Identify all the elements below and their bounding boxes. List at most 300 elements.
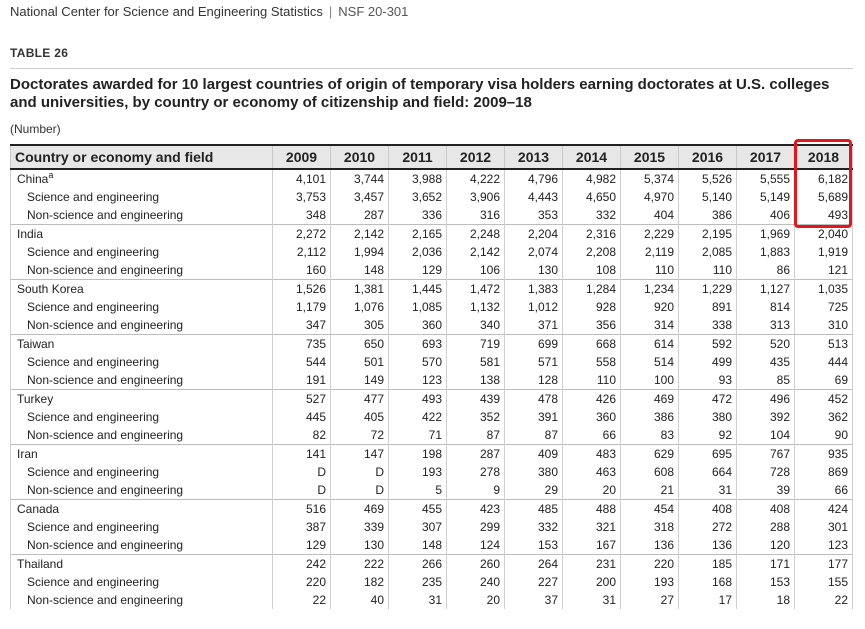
row-label-text: China [17, 172, 49, 186]
table-cell: 2,316 [563, 225, 621, 244]
table-cell: 3,652 [389, 188, 447, 206]
row-label [11, 390, 273, 409]
table-cell: 435 [737, 353, 795, 371]
table-cell: 5,526 [679, 169, 737, 188]
table-cell: 83 [621, 426, 679, 445]
table-cell: 1,179 [273, 298, 331, 316]
table-cell: 123 [795, 536, 853, 555]
table-cell: 2,208 [563, 243, 621, 261]
table-cell: 3,906 [447, 188, 505, 206]
table-cell: 340 [447, 316, 505, 335]
table-cell: 106 [447, 261, 505, 280]
table-cell: 9 [447, 481, 505, 500]
table-cell: 100 [621, 371, 679, 390]
table-cell: 2,119 [621, 243, 679, 261]
table-cell: 891 [679, 298, 737, 316]
table-cell: 301 [795, 518, 853, 536]
table-cell: 87 [447, 426, 505, 445]
table-cell: 148 [389, 536, 447, 555]
column-header-year[interactable]: 2014 [563, 145, 621, 169]
table-cell: 452 [795, 390, 853, 409]
table-cell: 352 [447, 408, 505, 426]
table-cell: 31 [389, 591, 447, 609]
row-label-text: Non-science and engineering [27, 263, 184, 277]
table-cell: 167 [563, 536, 621, 555]
table-cell: 235 [389, 573, 447, 591]
table-row-field [11, 298, 853, 316]
table-cell: 472 [679, 390, 737, 409]
table-cell: 147 [331, 445, 389, 464]
table-cell: 571 [505, 353, 563, 371]
table-cell: 155 [795, 573, 853, 591]
table-cell: 493 [795, 206, 853, 225]
table-cell: 4,443 [505, 188, 563, 206]
table-cell: 242 [273, 555, 331, 574]
table-cell: 469 [621, 390, 679, 409]
row-label [11, 518, 273, 536]
table-row-field [11, 463, 853, 481]
table-cell: 404 [621, 206, 679, 225]
table-cell: 3,753 [273, 188, 331, 206]
table-cell: 200 [563, 573, 621, 591]
table-cell: D [331, 463, 389, 481]
table-cell: 463 [563, 463, 621, 481]
table-cell: 336 [389, 206, 447, 225]
table-cell: 4,796 [505, 169, 563, 188]
table-cell: 260 [447, 555, 505, 574]
table-cell: 29 [505, 481, 563, 500]
row-label-text: Canada [17, 502, 60, 516]
header-separator: | [328, 4, 333, 19]
row-label-text: Thailand [17, 557, 64, 571]
table-cell: 695 [679, 445, 737, 464]
table-cell: 231 [563, 555, 621, 574]
row-label-text: Non-science and engineering [27, 483, 184, 497]
row-label-text: Non-science and engineering [27, 538, 184, 552]
table-cell: 2,165 [389, 225, 447, 244]
table-cell: 380 [505, 463, 563, 481]
table-cell: 69 [795, 371, 853, 390]
table-cell: 31 [563, 591, 621, 609]
table-cell: 121 [795, 261, 853, 280]
table-cell: 1,383 [505, 280, 563, 299]
table-cell: 814 [737, 298, 795, 316]
table-row-country [11, 555, 853, 574]
table-cell: 1,132 [447, 298, 505, 316]
table-cell: 360 [389, 316, 447, 335]
table-cell: 18 [737, 591, 795, 609]
table-cell: 406 [737, 206, 795, 225]
row-label [11, 481, 273, 500]
table-cell: 477 [331, 390, 389, 409]
table-cell: 40 [331, 591, 389, 609]
table-cell: 629 [621, 445, 679, 464]
row-label [11, 371, 273, 390]
column-header-year[interactable]: 2013 [505, 145, 563, 169]
row-label [11, 169, 273, 188]
row-label-text: Science and engineering [27, 190, 160, 204]
table-row-country [11, 280, 853, 299]
row-label [11, 426, 273, 445]
row-label [11, 536, 273, 555]
table-cell: 66 [795, 481, 853, 500]
table-cell: 171 [737, 555, 795, 574]
table-cell: 110 [679, 261, 737, 280]
table-cell: 287 [447, 445, 505, 464]
table-cell: 316 [447, 206, 505, 225]
table-cell: 650 [331, 335, 389, 354]
report-header [10, 4, 408, 19]
table-cell: 110 [621, 261, 679, 280]
table-cell: 21 [621, 481, 679, 500]
row-label [11, 408, 273, 426]
table-cell: 136 [621, 536, 679, 555]
table-cell: 668 [563, 335, 621, 354]
table-cell: 86 [737, 261, 795, 280]
table-cell: 338 [679, 316, 737, 335]
table-cell: 307 [389, 518, 447, 536]
column-header-year[interactable]: 2018 [795, 145, 853, 169]
row-label-text: Science and engineering [27, 355, 160, 369]
table-row-field [11, 316, 853, 335]
table-cell: 499 [679, 353, 737, 371]
table-cell: 478 [505, 390, 563, 409]
table-cell: 128 [505, 371, 563, 390]
table-cell: 408 [679, 500, 737, 519]
table-cell: 444 [795, 353, 853, 371]
table-cell: 17 [679, 591, 737, 609]
table-cell: 516 [273, 500, 331, 519]
table-cell: 4,970 [621, 188, 679, 206]
table-cell: 409 [505, 445, 563, 464]
row-label [11, 225, 273, 244]
table-cell: 185 [679, 555, 737, 574]
table-cell: D [273, 481, 331, 500]
table-cell: 423 [447, 500, 505, 519]
row-label [11, 316, 273, 335]
row-label-text: Science and engineering [27, 520, 160, 534]
table-cell: 1,526 [273, 280, 331, 299]
table-cell: 454 [621, 500, 679, 519]
table-row-country [11, 225, 853, 244]
table-cell: 31 [679, 481, 737, 500]
table-cell: 1,229 [679, 280, 737, 299]
table-row-field [11, 206, 853, 225]
table-cell: 168 [679, 573, 737, 591]
table-cell: 380 [679, 408, 737, 426]
table-cell: 148 [331, 261, 389, 280]
table-cell: 1,076 [331, 298, 389, 316]
table-cell: 5,140 [679, 188, 737, 206]
table-cell: 1,085 [389, 298, 447, 316]
table-cell: 198 [389, 445, 447, 464]
row-label [11, 206, 273, 225]
table-row-country [11, 500, 853, 519]
table-cell: 2,142 [447, 243, 505, 261]
table-cell: 193 [621, 573, 679, 591]
table-cell: 2,195 [679, 225, 737, 244]
table-cell: 2,229 [621, 225, 679, 244]
row-label [11, 261, 273, 280]
row-label-text: Turkey [17, 392, 54, 406]
table-cell: 2,204 [505, 225, 563, 244]
column-header-year[interactable]: 2012 [447, 145, 505, 169]
row-label [11, 243, 273, 261]
table-cell: 2,142 [331, 225, 389, 244]
table-cell: 2,272 [273, 225, 331, 244]
table-cell: 318 [621, 518, 679, 536]
table-cell: 735 [273, 335, 331, 354]
row-label-text: Science and engineering [27, 410, 160, 424]
table-cell: 22 [795, 591, 853, 609]
table-cell: 496 [737, 390, 795, 409]
row-label-text: South Korea [17, 282, 84, 296]
table-cell: 6,182 [795, 169, 853, 188]
row-label [11, 555, 273, 574]
table-cell: 935 [795, 445, 853, 464]
table-cell: 920 [621, 298, 679, 316]
table-cell: 4,982 [563, 169, 621, 188]
column-header-year[interactable]: 2009 [273, 145, 331, 169]
table-cell: 699 [505, 335, 563, 354]
table-row-field [11, 261, 853, 280]
row-label [11, 298, 273, 316]
table-row-field [11, 518, 853, 536]
table-cell: 1,969 [737, 225, 795, 244]
table-cell: 1,919 [795, 243, 853, 261]
table-cell: 767 [737, 445, 795, 464]
table-cell: 426 [563, 390, 621, 409]
table-cell: 725 [795, 298, 853, 316]
table-cell: 558 [563, 353, 621, 371]
column-header-year[interactable]: 2016 [679, 145, 737, 169]
table-cell: 1,994 [331, 243, 389, 261]
table-cell: 2,248 [447, 225, 505, 244]
row-label-text: Science and engineering [27, 575, 160, 589]
table-cell: 153 [505, 536, 563, 555]
table-row-field [11, 481, 853, 500]
table-cell: 220 [621, 555, 679, 574]
table-cell: 353 [505, 206, 563, 225]
table-cell: 614 [621, 335, 679, 354]
table-cell: 356 [563, 316, 621, 335]
table-row-field [11, 371, 853, 390]
table-cell: 693 [389, 335, 447, 354]
table-cell: 392 [737, 408, 795, 426]
table-row-field [11, 573, 853, 591]
row-label-text: Science and engineering [27, 300, 160, 314]
table-cell: 20 [563, 481, 621, 500]
table-cell: 110 [563, 371, 621, 390]
report-code: NSF 20-301 [338, 4, 409, 19]
table-cell: 39 [737, 481, 795, 500]
table-cell: 608 [621, 463, 679, 481]
table-cell: 386 [621, 408, 679, 426]
table-cell: 120 [737, 536, 795, 555]
table-cell: 387 [273, 518, 331, 536]
org-name[interactable]: National Center for Science and Engineering Statistics [10, 4, 323, 19]
table-cell: 520 [737, 335, 795, 354]
table-cell: 728 [737, 463, 795, 481]
table-cell: 153 [737, 573, 795, 591]
table-row-country [11, 390, 853, 409]
column-header-label[interactable]: Country or economy and field [11, 145, 273, 169]
row-label-text: Science and engineering [27, 465, 160, 479]
table-cell: 288 [737, 518, 795, 536]
table-cell: 299 [447, 518, 505, 536]
table-header-row [11, 145, 853, 169]
column-header-year[interactable]: 2010 [331, 145, 389, 169]
table-cell: 2,036 [389, 243, 447, 261]
row-label-text: Non-science and engineering [27, 428, 184, 442]
table-cell: 527 [273, 390, 331, 409]
table-cell: 3,457 [331, 188, 389, 206]
table-cell: 314 [621, 316, 679, 335]
table-cell: 108 [563, 261, 621, 280]
table-cell: 1,883 [737, 243, 795, 261]
table-cell: 2,040 [795, 225, 853, 244]
table-cell: 664 [679, 463, 737, 481]
table-cell: 1,472 [447, 280, 505, 299]
table-row-field [11, 408, 853, 426]
table-cell: 22 [273, 591, 331, 609]
table-cell: 222 [331, 555, 389, 574]
table-cell: 501 [331, 353, 389, 371]
row-label [11, 188, 273, 206]
table-row-country [11, 335, 853, 354]
table-row-field [11, 243, 853, 261]
row-label [11, 463, 273, 481]
table-cell: 339 [331, 518, 389, 536]
table-cell: 2,074 [505, 243, 563, 261]
row-label-text: Non-science and engineering [27, 208, 184, 222]
row-label-text: Non-science and engineering [27, 373, 184, 387]
table-body [11, 169, 853, 609]
table-cell: 1,234 [621, 280, 679, 299]
table-cell: 485 [505, 500, 563, 519]
table-cell: 191 [273, 371, 331, 390]
table-cell: 455 [389, 500, 447, 519]
table-cell: 278 [447, 463, 505, 481]
divider [10, 68, 853, 69]
table-cell: 141 [273, 445, 331, 464]
table-cell: 5,149 [737, 188, 795, 206]
table-row-field [11, 426, 853, 445]
table-cell: 493 [389, 390, 447, 409]
table-cell: 1,012 [505, 298, 563, 316]
table-cell: 424 [795, 500, 853, 519]
table-cell: 130 [505, 261, 563, 280]
footnote-marker[interactable]: a [48, 170, 54, 180]
table-cell: 3,744 [331, 169, 389, 188]
table-cell: 193 [389, 463, 447, 481]
table-cell: 313 [737, 316, 795, 335]
table-cell: 391 [505, 408, 563, 426]
table-cell: 272 [679, 518, 737, 536]
table-cell: 928 [563, 298, 621, 316]
table-cell: 240 [447, 573, 505, 591]
table-cell: 266 [389, 555, 447, 574]
table-row-field [11, 353, 853, 371]
table-cell: 2,085 [679, 243, 737, 261]
row-label-text: Non-science and engineering [27, 593, 184, 607]
table-cell: 4,101 [273, 169, 331, 188]
table-cell: 287 [331, 206, 389, 225]
table-cell: 513 [795, 335, 853, 354]
table-cell: 439 [447, 390, 505, 409]
table-cell: 386 [679, 206, 737, 225]
table-cell: 321 [563, 518, 621, 536]
column-header-year[interactable]: 2017 [737, 145, 795, 169]
row-label [11, 573, 273, 591]
table-cell: 92 [679, 426, 737, 445]
column-header-year[interactable]: 2015 [621, 145, 679, 169]
table-cell: 136 [679, 536, 737, 555]
table-cell: 544 [273, 353, 331, 371]
table-cell: 227 [505, 573, 563, 591]
table-cell: 310 [795, 316, 853, 335]
table-cell: 37 [505, 591, 563, 609]
table-cell: 719 [447, 335, 505, 354]
row-label [11, 591, 273, 609]
table-cell: 305 [331, 316, 389, 335]
table-cell: 347 [273, 316, 331, 335]
table-cell: 1,284 [563, 280, 621, 299]
table-cell: 93 [679, 371, 737, 390]
table-cell: 360 [563, 408, 621, 426]
table-cell: 220 [273, 573, 331, 591]
table-cell: 160 [273, 261, 331, 280]
table-number: TABLE 26 [10, 46, 69, 60]
table-cell: 405 [331, 408, 389, 426]
row-label [11, 500, 273, 519]
data-table [10, 144, 853, 609]
column-header-year[interactable]: 2011 [389, 145, 447, 169]
table-row-country [11, 445, 853, 464]
table-cell: 87 [505, 426, 563, 445]
table-cell: 1,445 [389, 280, 447, 299]
table-cell: 5,689 [795, 188, 853, 206]
table-cell: 71 [389, 426, 447, 445]
table-title: Doctorates awarded for 10 largest countries of origin of temporary visa holders earning doctorates at U.S. colleges and universities, by country or economy of citizenship and field: 2009–18 [10, 76, 830, 111]
row-label [11, 353, 273, 371]
table-cell: 570 [389, 353, 447, 371]
table-cell: 149 [331, 371, 389, 390]
table-cell: 4,650 [563, 188, 621, 206]
row-label [11, 445, 273, 464]
table-cell: 514 [621, 353, 679, 371]
table-cell: 332 [563, 206, 621, 225]
table-row-field [11, 536, 853, 555]
row-label-text: Taiwan [17, 337, 55, 351]
table-cell: 483 [563, 445, 621, 464]
table-cell: 869 [795, 463, 853, 481]
table-cell: 182 [331, 573, 389, 591]
table-cell: 3,988 [389, 169, 447, 188]
table-cell: 2,112 [273, 243, 331, 261]
table-cell: 592 [679, 335, 737, 354]
table-cell: 5,374 [621, 169, 679, 188]
table-cell: 138 [447, 371, 505, 390]
table-cell: 469 [331, 500, 389, 519]
table-cell: 72 [331, 426, 389, 445]
table-cell: 371 [505, 316, 563, 335]
table-cell: 177 [795, 555, 853, 574]
table-cell: 362 [795, 408, 853, 426]
row-label-text: India [17, 227, 44, 241]
unit-note: (Number) [10, 122, 61, 136]
table-cell: 129 [389, 261, 447, 280]
